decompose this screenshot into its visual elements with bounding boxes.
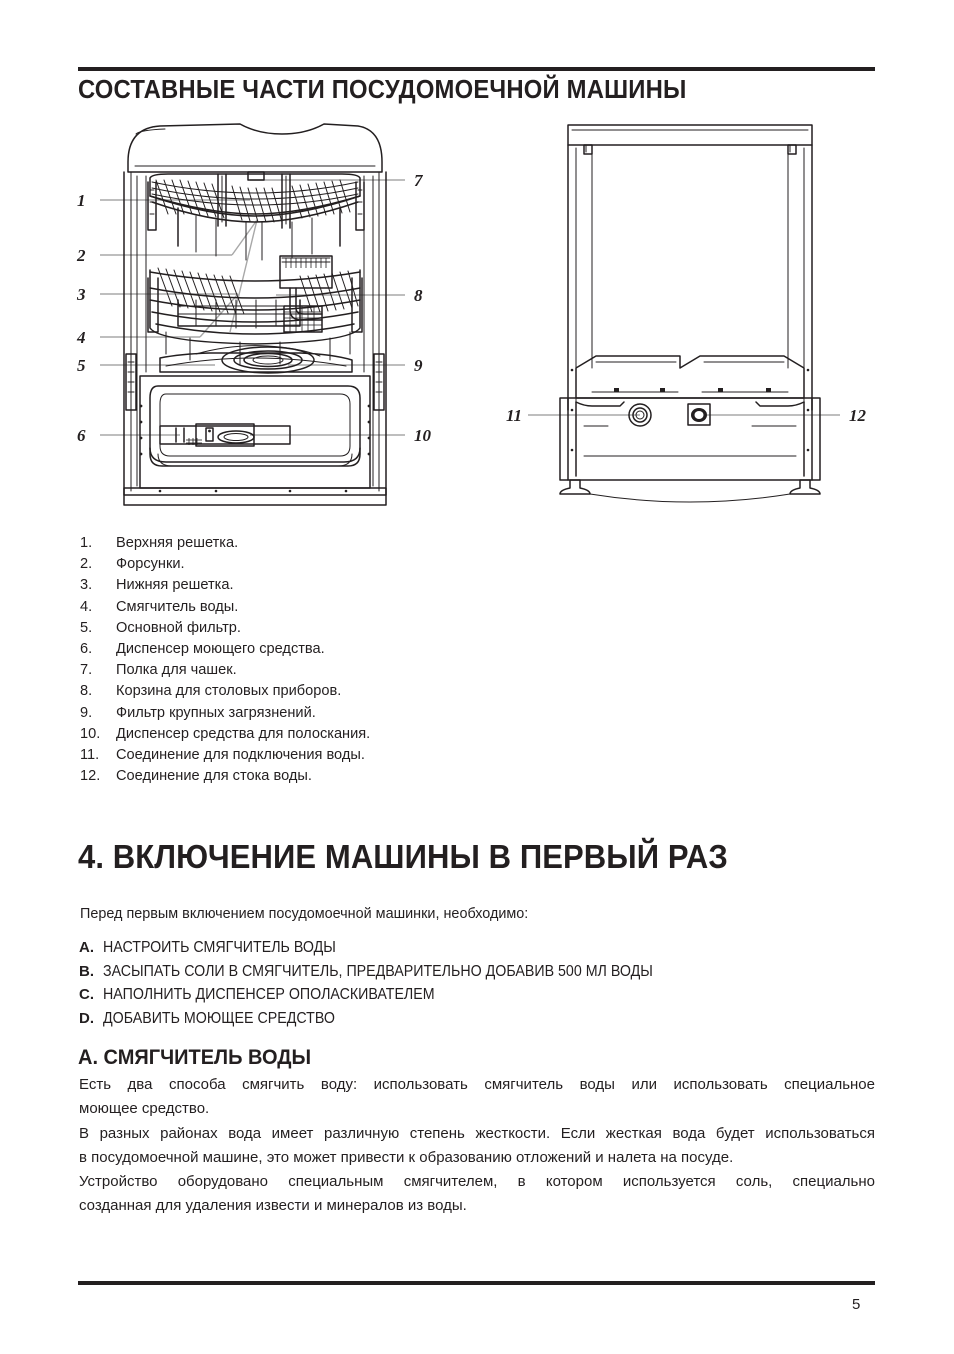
- header-rule: [78, 67, 875, 71]
- parts-list-label: Корзина для столовых приборов.: [116, 683, 342, 700]
- step-text: НАСТРОИТЬ СМЯГЧИТЕЛЬ ВОДЫ: [103, 939, 336, 956]
- parts-list-label: Диспенсер средства для полоскания.: [116, 725, 371, 742]
- parts-list-number: 7.: [80, 662, 93, 679]
- parts-list-number: 1.: [80, 535, 93, 551]
- parts-list-label: Нижняя решетка.: [116, 577, 234, 594]
- parts-list-label: Основной фильтр.: [116, 619, 241, 636]
- callout-10: 10: [414, 426, 431, 445]
- callout-7: 7: [414, 171, 423, 190]
- body-line: в посудомоечной машине, это может привести к образованию отложений и налета на посуде.: [79, 1148, 734, 1166]
- upper-basket: [148, 172, 364, 260]
- sump-and-filter: [160, 346, 352, 373]
- parts-list-label: Диспенсер моющего средства.: [116, 641, 325, 658]
- chapter-intro-paragraph: Перед первым включением посудомоечной машинки, необходимо:: [80, 905, 529, 922]
- step-letter: A.: [79, 939, 94, 956]
- step-letter: D.: [79, 1009, 94, 1027]
- subsection-body: [79, 1073, 875, 1219]
- dishwasher-diagram-figure: [0, 110, 954, 520]
- page-number: 5: [852, 1296, 861, 1313]
- callout-5: 5: [77, 356, 86, 375]
- parts-list-number: 6.: [80, 641, 93, 658]
- body-paragraph: [79, 1170, 875, 1219]
- body-paragraph: [79, 1073, 875, 1122]
- parts-list-label: Форсунки.: [116, 556, 185, 573]
- chapter-title: 4. ВКЛЮЧЕНИЕ МАШИНЫ В ПЕРВЫЙ РАЗ: [78, 838, 728, 875]
- door-hinges: [126, 354, 384, 455]
- parts-list-item: [80, 639, 500, 660]
- body-line: Есть два способа смягчить воду: использовать смягчитель воды или использовать специальное: [79, 1076, 875, 1093]
- parts-list-number: 3.: [80, 577, 93, 594]
- parts-list-label: Верхняя решетка.: [116, 535, 239, 551]
- parts-list-number: 5.: [80, 619, 93, 636]
- callout-1: 1: [77, 191, 86, 210]
- parts-list-item: [80, 703, 500, 724]
- body-line: созданная для удаления извести и минералов из воды.: [79, 1197, 467, 1215]
- footer-rule: [78, 1281, 875, 1285]
- parts-list-item: [80, 554, 500, 575]
- body-line: Устройство оборудовано специальным смягчителем, в котором используется соль, специально: [79, 1173, 875, 1191]
- step-text: ЗАСЫПАТЬ СОЛИ В СМЯГЧИТЕЛЬ, ПРЕДВАРИТЕЛЬНО ДОБАВИВ 500 МЛ ВОДЫ: [103, 962, 653, 980]
- callout-8: 8: [414, 286, 423, 305]
- subsection-title: A. СМЯГЧИТЕЛЬ ВОДЫ: [78, 1045, 312, 1069]
- first-use-steps-list: [79, 936, 879, 1030]
- parts-list-item: [80, 681, 500, 702]
- parts-list-item: [80, 575, 500, 596]
- callout-9: 9: [414, 356, 423, 375]
- callout-6: 6: [77, 426, 86, 445]
- parts-list-item: [80, 724, 500, 745]
- callout-2: 2: [77, 246, 86, 265]
- parts-list-item: [80, 533, 500, 554]
- parts-list-label: Фильтр крупных загрязнений.: [116, 704, 316, 721]
- parts-list-item: [80, 745, 500, 766]
- parts-list-number: 4.: [80, 598, 93, 615]
- step-item: [79, 936, 879, 960]
- parts-list-item: [80, 660, 500, 681]
- step-letter: C.: [79, 986, 94, 1003]
- page-title: СОСТАВНЫЕ ЧАСТИ ПОСУДОМОЕЧНОЙ МАШИНЫ: [78, 76, 687, 104]
- parts-list: [80, 533, 500, 787]
- step-letter: B.: [79, 962, 94, 980]
- step-text: НАПОЛНИТЬ ДИСПЕНСЕР ОПОЛАСКИВАТЕЛЕМ: [103, 986, 435, 1003]
- dishwasher-front-view: [76, 124, 432, 505]
- parts-list-number: 11.: [80, 747, 100, 764]
- step-item: [79, 960, 879, 984]
- callout-numbers-left-view: [76, 171, 432, 445]
- parts-list-label: Смягчитель воды.: [116, 598, 239, 615]
- step-item: [79, 1007, 879, 1031]
- callout-3: 3: [77, 285, 86, 304]
- callout-4: 4: [77, 328, 86, 347]
- body-line: В разных районах вода имеет различную степень жесткости. Если жесткая вода будет использоваться: [79, 1124, 875, 1142]
- parts-list-label: Соединение для подключения воды.: [116, 747, 365, 764]
- leader-lines-left: [100, 200, 250, 435]
- parts-list-number: 2.: [80, 556, 93, 573]
- door-inner-panel: [140, 376, 370, 488]
- body-paragraph: [79, 1122, 875, 1171]
- callout-11: 11: [506, 406, 523, 425]
- body-line: моющее средство.: [79, 1100, 210, 1118]
- parts-list-number: 10.: [80, 725, 101, 742]
- parts-list-item: [80, 597, 500, 618]
- parts-list-number: 12.: [80, 768, 101, 785]
- parts-list-item: [80, 766, 500, 787]
- step-item: [79, 983, 879, 1007]
- parts-list-number: 9.: [80, 704, 93, 721]
- parts-list-number: 8.: [80, 683, 93, 700]
- step-text: ДОБАВИТЬ МОЮЩЕЕ СРЕДСТВО: [103, 1009, 335, 1027]
- callout-12: 12: [849, 406, 866, 425]
- parts-list-item: [80, 618, 500, 639]
- parts-list-label: Полка для чашек.: [116, 662, 237, 679]
- parts-list-label: Соединение для стока воды.: [116, 768, 312, 785]
- dishwasher-rear-view: [506, 125, 867, 502]
